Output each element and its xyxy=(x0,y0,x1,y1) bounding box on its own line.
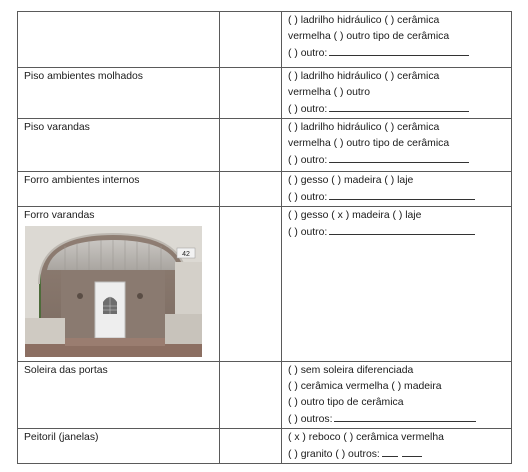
option-line[interactable]: ( x ) reboco ( ) cerâmica vermelha xyxy=(288,432,444,443)
options-cell xyxy=(282,207,512,362)
options-cell xyxy=(282,12,512,68)
option-line[interactable]: ( ) outros: xyxy=(288,414,333,425)
options-cell xyxy=(282,172,512,207)
row-label: Forro ambientes internos xyxy=(24,175,140,186)
row-label-cell xyxy=(18,429,220,464)
row-label-cell xyxy=(18,362,220,429)
option-line[interactable]: vermelha ( ) outro tipo de cerâmica xyxy=(288,138,450,149)
table-row xyxy=(18,12,512,68)
option-line[interactable]: ( ) outro: xyxy=(288,192,328,203)
fill-in-blank[interactable] xyxy=(329,189,475,200)
empty-cell xyxy=(220,429,282,464)
empty-cell xyxy=(220,207,282,362)
option-line[interactable]: ( ) outro: xyxy=(288,227,328,238)
table-row xyxy=(18,172,512,207)
row-label-cell xyxy=(18,119,220,172)
option-line[interactable]: ( ) granito ( ) outros: xyxy=(288,449,380,460)
option-line[interactable]: vermelha ( ) outro xyxy=(288,87,370,98)
empty-cell xyxy=(220,119,282,172)
row-label: Soleira das portas xyxy=(24,365,108,376)
row-label-cell xyxy=(18,172,220,207)
option-line[interactable]: ( ) gesso ( x ) madeira ( ) laje xyxy=(288,210,422,221)
option-line[interactable]: ( ) ladrilho hidráulico ( ) cerâmica xyxy=(288,122,440,133)
option-line[interactable]: ( ) outro tipo de cerâmica xyxy=(288,397,404,408)
row-label-cell xyxy=(18,12,220,68)
veranda-photo xyxy=(25,226,202,357)
empty-cell xyxy=(220,12,282,68)
fill-in-blank[interactable] xyxy=(334,411,476,422)
table-row xyxy=(18,362,512,429)
table-row xyxy=(18,429,512,464)
option-line[interactable]: ( ) outro: xyxy=(288,104,328,115)
row-label-cell xyxy=(18,68,220,119)
fill-in-blank[interactable] xyxy=(329,101,469,112)
table-row xyxy=(18,68,512,119)
option-line[interactable]: vermelha ( ) outro tipo de cerâmica xyxy=(288,31,450,42)
option-line[interactable]: ( ) gesso ( ) madeira ( ) laje xyxy=(288,175,414,186)
fill-in-blank[interactable] xyxy=(402,446,422,457)
option-line[interactable]: ( ) ladrilho hidráulico ( ) cerâmica xyxy=(288,71,440,82)
option-line[interactable]: ( ) ladrilho hidráulico ( ) cerâmica xyxy=(288,15,440,26)
table-row xyxy=(18,119,512,172)
option-line[interactable]: ( ) outro: xyxy=(288,48,328,59)
fill-in-blank[interactable] xyxy=(329,224,475,235)
empty-cell xyxy=(220,68,282,119)
empty-cell xyxy=(220,172,282,207)
empty-cell xyxy=(220,362,282,429)
fill-in-blank[interactable] xyxy=(382,446,398,457)
row-label xyxy=(18,12,219,13)
fill-in-blank[interactable] xyxy=(329,152,469,163)
option-line[interactable]: ( ) cerâmica vermelha ( ) madeira xyxy=(288,381,442,392)
house-number: 42 xyxy=(182,251,190,258)
row-label: Piso varandas xyxy=(24,122,90,133)
options-cell xyxy=(282,429,512,464)
fill-in-blank[interactable] xyxy=(329,45,469,56)
option-line[interactable]: ( ) outro: xyxy=(288,155,328,166)
options-cell xyxy=(282,362,512,429)
row-label: Peitoril (janelas) xyxy=(24,432,99,443)
row-label: Forro varandas xyxy=(24,210,95,221)
options-cell xyxy=(282,119,512,172)
row-label: Piso ambientes molhados xyxy=(24,71,143,82)
option-line[interactable]: ( ) sem soleira diferenciada xyxy=(288,365,414,376)
options-cell xyxy=(282,68,512,119)
